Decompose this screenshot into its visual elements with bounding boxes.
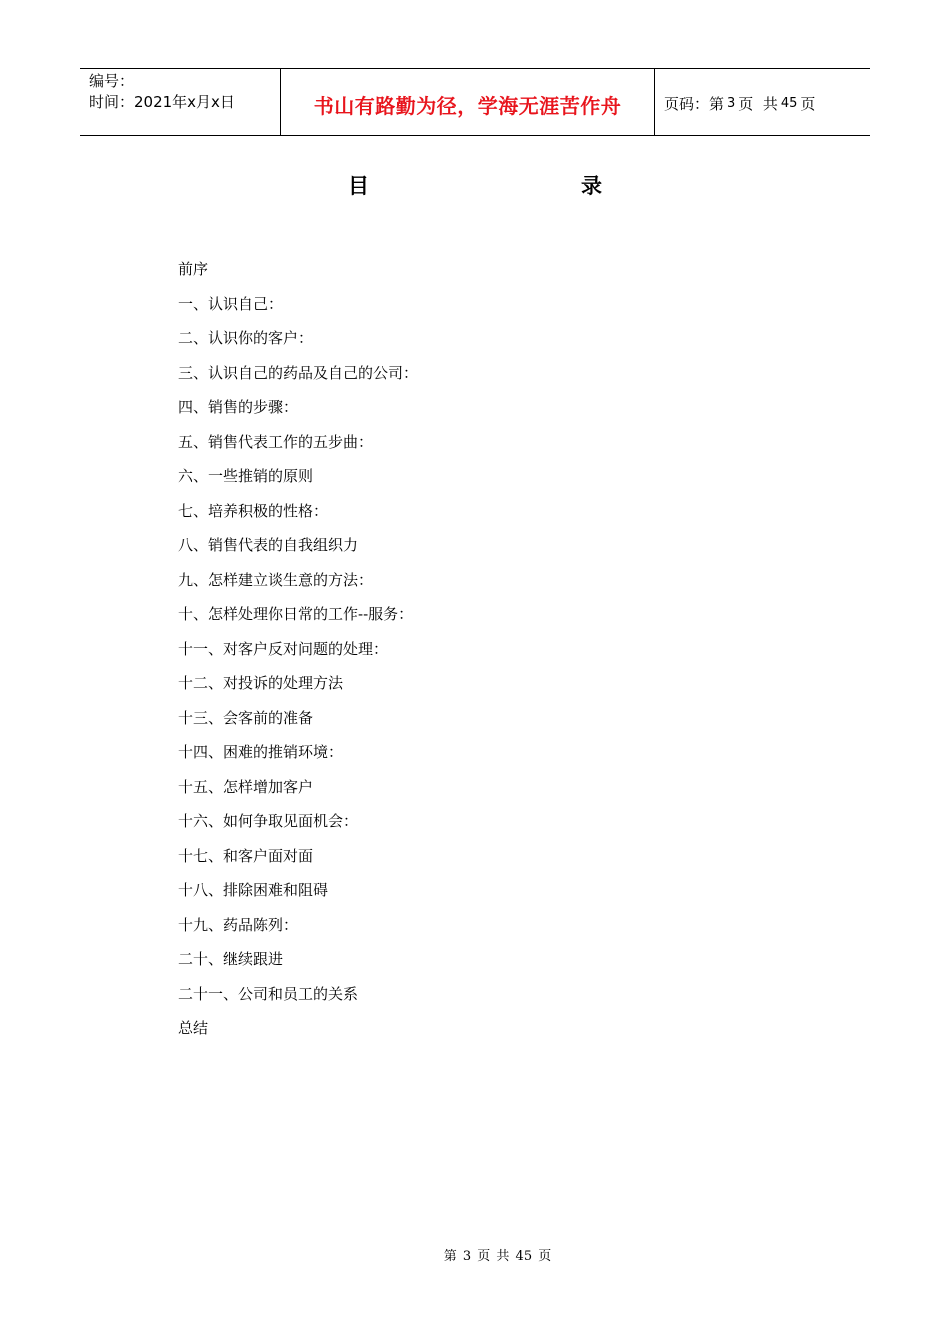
toc-item[interactable]: 前序 bbox=[178, 260, 209, 278]
toc-item[interactable]: 十一、对客户反对问题的处理： bbox=[178, 639, 389, 658]
toc-item[interactable]: 十八、排除困难和阻碍 bbox=[178, 881, 329, 899]
page-footer: 第 3 页 共 45 页 bbox=[443, 1249, 552, 1264]
page-suffix: 页 bbox=[800, 94, 816, 113]
toc-item[interactable]: 十七、和客户面对面 bbox=[178, 846, 314, 865]
page-header bbox=[80, 68, 870, 136]
toc-item[interactable]: 一、认识自己： bbox=[178, 294, 284, 313]
page-middle: 页 共 bbox=[738, 94, 778, 113]
toc-item[interactable]: 八、销售代表的自我组织力 bbox=[178, 536, 359, 554]
toc-title-right: 录 bbox=[581, 174, 602, 198]
toc-item[interactable]: 二十一、公司和员工的关系 bbox=[178, 984, 359, 1003]
toc-item[interactable]: 十五、怎样增加客户 bbox=[178, 777, 314, 796]
toc-item[interactable]: 二十、继续跟进 bbox=[178, 950, 284, 968]
toc-list bbox=[178, 255, 418, 1049]
toc-item[interactable]: 四、销售的步骤： bbox=[178, 398, 299, 416]
page-total: 45 bbox=[780, 95, 798, 111]
header-page-cell bbox=[655, 69, 870, 135]
toc-item[interactable]: 五、销售代表工作的五步曲： bbox=[178, 432, 374, 451]
toc-item[interactable]: 十三、会客前的准备 bbox=[178, 708, 314, 727]
toc-item[interactable]: 十六、如何争取见面机会： bbox=[178, 812, 359, 830]
page-prefix: 页码：第 bbox=[664, 94, 725, 113]
header-motto: 书山有路勤为径，学海无涯苦作舟 bbox=[313, 93, 622, 118]
number-label: 编号： bbox=[89, 72, 135, 90]
toc-item[interactable]: 总结 bbox=[178, 1019, 209, 1037]
toc-item[interactable]: 十九、药品陈列： bbox=[178, 915, 299, 934]
header-motto-cell bbox=[281, 69, 655, 135]
toc-item[interactable]: 六、一些推销的原则 bbox=[178, 467, 314, 485]
toc-item[interactable]: 十二、对投诉的处理方法 bbox=[178, 674, 344, 692]
toc-item[interactable]: 十四、困难的推销环境： bbox=[178, 743, 344, 761]
toc-item[interactable]: 十、怎样处理你日常的工作--服务： bbox=[178, 605, 414, 623]
toc-title bbox=[0, 170, 950, 200]
time-label: 时间：2021年x月x日 bbox=[89, 93, 235, 111]
toc-item[interactable]: 九、怎样建立谈生意的方法： bbox=[178, 570, 374, 589]
toc-item[interactable]: 二、认识你的客户： bbox=[178, 329, 314, 347]
toc-item[interactable]: 七、培养积极的性格： bbox=[178, 501, 329, 520]
header-meta-cell bbox=[80, 69, 281, 135]
page-current: 3 bbox=[727, 95, 736, 111]
toc-title-left: 目 bbox=[348, 174, 369, 198]
toc-item[interactable]: 三、认识自己的药品及自己的公司： bbox=[178, 363, 419, 382]
